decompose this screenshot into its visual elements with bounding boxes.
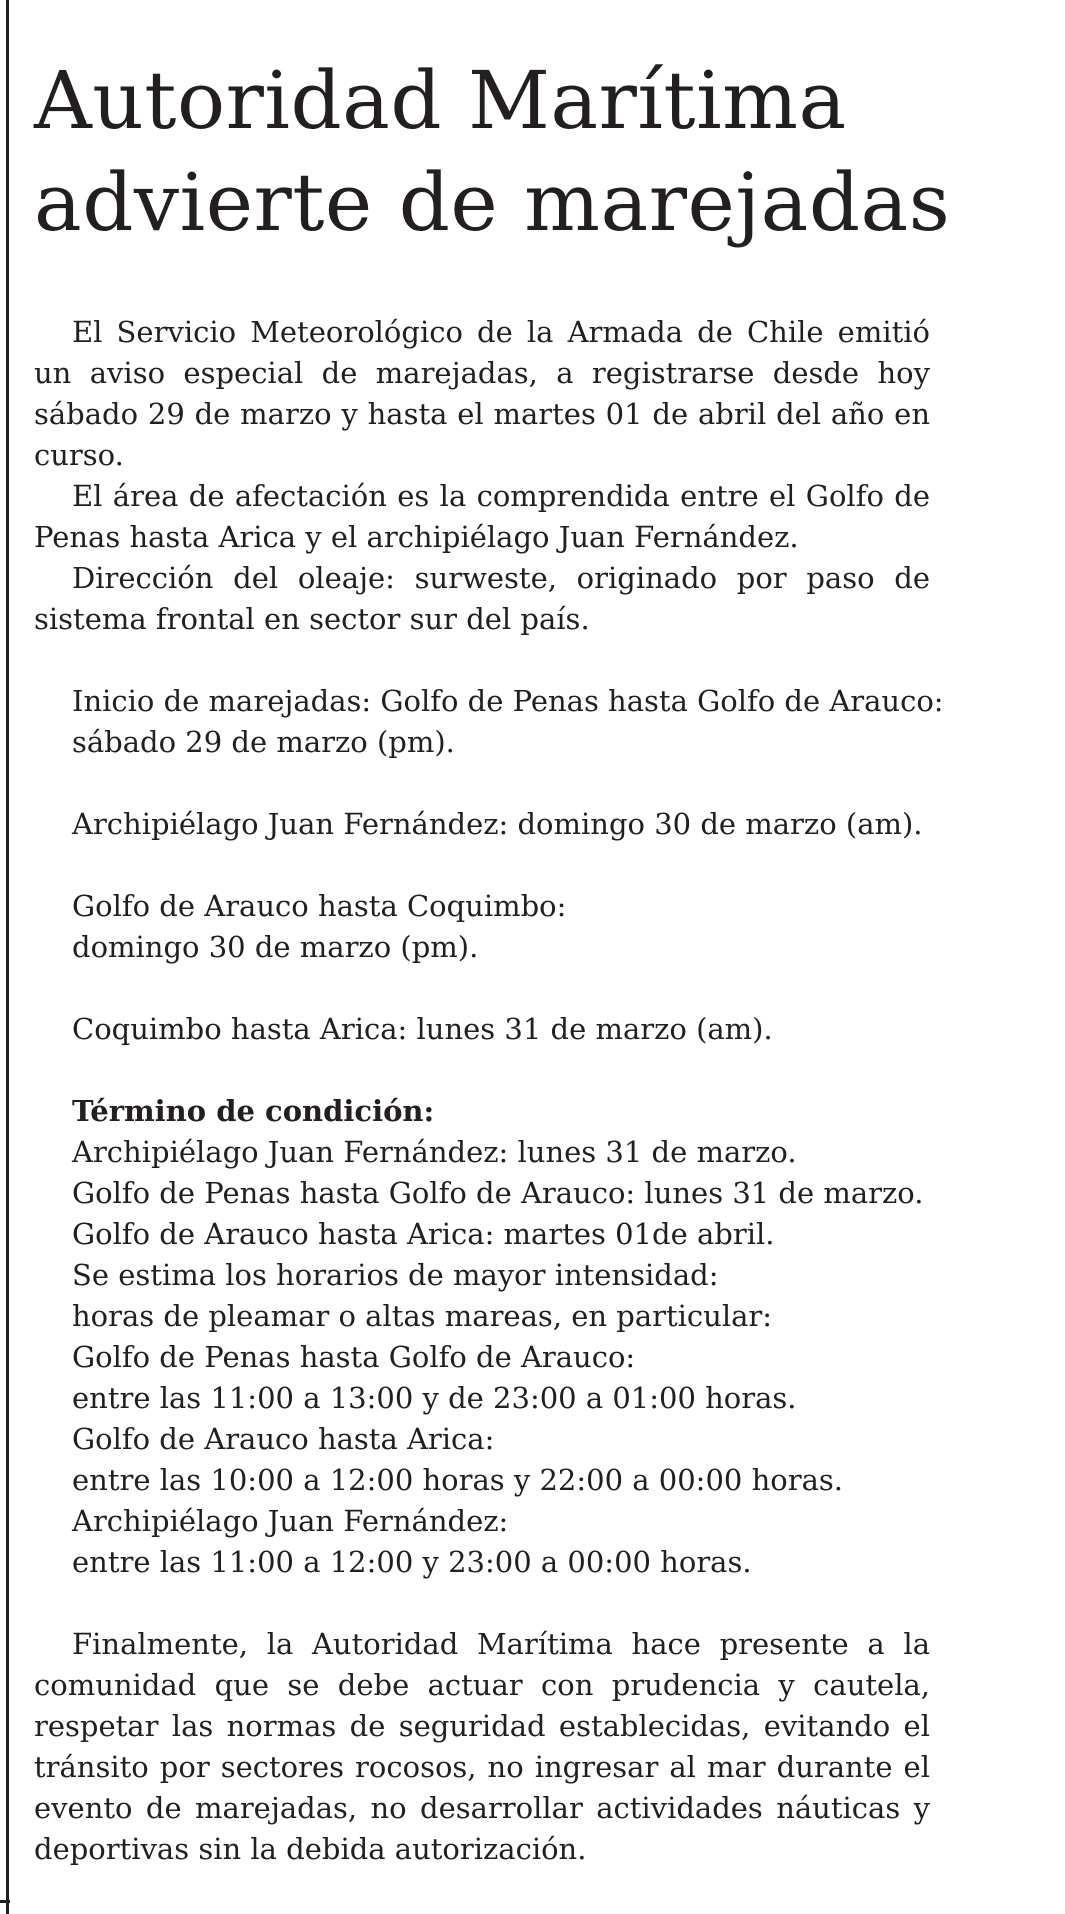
inicio-line: domingo 30 de marzo (pm). bbox=[72, 930, 479, 964]
termino-line: Golfo de Arauco hasta Arica: martes 01de abril. bbox=[72, 1217, 775, 1251]
termino-line: entre las 11:00 a 13:00 y de 23:00 a 01:00 horas. bbox=[72, 1381, 797, 1415]
intro-paragraph-2: El área de afectación es la comprendida entre el Golfo de Penas hasta Arica y el archipiélago Juan Fernández. bbox=[34, 479, 930, 554]
termino-line: Se estima los horarios de mayor intensidad: bbox=[72, 1258, 719, 1292]
closing-paragraph: Finalmente, la Autoridad Marítima hace presente a la comunidad que se debe actuar con prudencia y cautela, respetar las normas de seguridad establecidas, evitando el tránsito por sectores rocosos, no ingresar al mar durante el evento de marejadas, no desarrollar actividades náuticas y deportivas sin la debida autorización. bbox=[34, 1627, 930, 1866]
termino-line: entre las 11:00 a 12:00 y 23:00 a 00:00 horas. bbox=[72, 1545, 752, 1579]
inicio-line: sábado 29 de marzo (pm). bbox=[72, 725, 455, 759]
spacer bbox=[72, 968, 930, 1009]
termino-line: horas de pleamar o altas mareas, en particular: bbox=[72, 1299, 773, 1333]
termino-line: Archipiélago Juan Fernández: bbox=[72, 1504, 509, 1538]
article-headline bbox=[34, 50, 951, 254]
termino-line: Golfo de Penas hasta Golfo de Arauco: lunes 31 de marzo. bbox=[72, 1176, 924, 1210]
intro-paragraph-3: Dirección del oleaje: surweste, originado por paso de sistema frontal en sector sur del país. bbox=[34, 561, 930, 636]
inicio-line: Golfo de Arauco hasta Coquimbo: bbox=[72, 889, 567, 923]
termino-line: Archipiélago Juan Fernández: lunes 31 de marzo. bbox=[72, 1135, 797, 1169]
termino-heading: Término de condición: bbox=[72, 1094, 435, 1128]
inicio-line: Archipiélago Juan Fernández: domingo 30 de marzo (am). bbox=[72, 807, 923, 841]
termino-line: Golfo de Arauco hasta Arica: bbox=[72, 1422, 495, 1456]
spacer bbox=[72, 845, 930, 886]
spacer bbox=[72, 1050, 930, 1091]
inicio-line: Inicio de marejadas: Golfo de Penas hasta Golfo de Arauco: bbox=[72, 684, 944, 718]
termino-line: Golfo de Penas hasta Golfo de Arauco: bbox=[72, 1340, 636, 1374]
article-body bbox=[34, 312, 944, 1870]
headline-line-2: advierte de marejadas bbox=[34, 156, 951, 249]
spacer bbox=[72, 763, 930, 804]
schedule-block bbox=[34, 681, 944, 1583]
column-rule bbox=[6, 0, 9, 1914]
news-article bbox=[34, 50, 951, 1870]
headline-line-1: Autoridad Marítima bbox=[34, 54, 847, 147]
termino-line: entre las 10:00 a 12:00 horas y 22:00 a 00:00 horas. bbox=[72, 1463, 843, 1497]
inicio-line: Coquimbo hasta Arica: lunes 31 de marzo (am). bbox=[72, 1012, 773, 1046]
intro-paragraph-1: El Servicio Meteorológico de la Armada de Chile emitió un aviso especial de marejadas, a registrarse desde hoy sábado 29 de marzo y hasta el martes 01 de abril del año en curso. bbox=[34, 315, 930, 472]
column-rule-tick bbox=[0, 1900, 10, 1903]
